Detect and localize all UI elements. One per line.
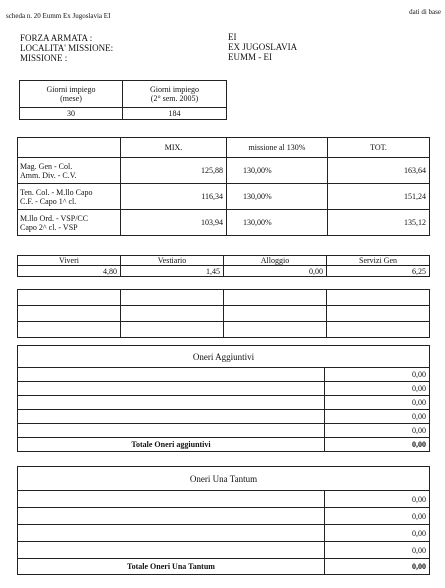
table-row: 0,00	[18, 368, 430, 382]
rates-header-missione: missione al 130%	[227, 138, 328, 158]
pct-value: 130,00%	[227, 184, 328, 210]
rates-header-mix: MIX.	[121, 138, 227, 158]
oneri-una-tantum-title: Oneri Una Tantum	[18, 467, 430, 491]
info-value-forza-armata: EI	[228, 32, 237, 42]
info-values	[228, 32, 297, 62]
services-header-alloggio: Alloggio	[224, 256, 327, 266]
tot-value: 135,12	[328, 210, 430, 236]
info-value-missione: EUMM - EI	[228, 52, 272, 62]
services-header-viveri: Viveri	[18, 256, 121, 266]
services-value-viveri: 4,80	[18, 266, 121, 277]
rank-label: Mag. Gen - Col. Amm. Div. - C.V.	[18, 158, 121, 184]
table-row	[18, 184, 430, 210]
mix-value: 103,94	[121, 210, 227, 236]
services-header-vestiario: Vestiario	[121, 256, 224, 266]
services-table	[17, 255, 430, 277]
mix-value: 116,34	[121, 184, 227, 210]
services-value-alloggio: 0,00	[224, 266, 327, 277]
tot-value: 163,64	[328, 158, 430, 184]
table-row: 0,00	[18, 424, 430, 438]
services-value-servizi: 6,25	[327, 266, 430, 277]
table-row: 0,00	[18, 508, 430, 525]
table-row	[18, 210, 430, 236]
giorni-value-semestre: 184	[123, 108, 227, 120]
info-label-forza-armata: FORZA ARMATA :	[20, 33, 93, 43]
oneri-una-tantum-table	[17, 466, 430, 575]
rates-table	[17, 137, 430, 236]
table-row: 0,00	[18, 525, 430, 542]
rates-header-tot: TOT.	[328, 138, 430, 158]
rank-label: M.llo Ord. - VSP/CC Capo 2^ cl. - VSP	[18, 210, 121, 236]
rates-header-empty	[18, 138, 121, 158]
page-header-right: dati di base	[409, 8, 441, 16]
oneri-una-tantum-total-value: 0,00	[325, 559, 430, 575]
info-label-missione: MISSIONE :	[20, 53, 68, 63]
mix-value: 125,88	[121, 158, 227, 184]
oneri-aggiuntivi-table	[17, 345, 430, 452]
giorni-header-mese: Giorni impiego (mese)	[20, 81, 123, 108]
page-header-left: scheda n. 20 Eumm Ex Jugoslavia EI	[6, 12, 111, 20]
services-header-servizi: Servizi Gen	[327, 256, 430, 266]
giorni-impiego-table	[19, 80, 227, 120]
oneri-aggiuntivi-total-label: Totale Oneri aggiuntivi	[18, 438, 325, 452]
oneri-aggiuntivi-title: Oneri Aggiuntivi	[18, 346, 430, 368]
info-label-localita: LOCALITA' MISSIONE:	[20, 43, 114, 53]
empty-grid-table	[17, 289, 430, 338]
rank-label: Ten. Col. - M.llo Capo C.F. - Capo 1^ cl.	[18, 184, 121, 210]
giorni-header-semestre: Giorni impiego (2° sem. 2005)	[123, 81, 227, 108]
table-row: 0,00	[18, 410, 430, 424]
table-row: 0,00	[18, 396, 430, 410]
giorni-value-mese: 30	[20, 108, 123, 120]
table-row: 0,00	[18, 542, 430, 559]
oneri-aggiuntivi-total-value: 0,00	[325, 438, 430, 452]
pct-value: 130,00%	[227, 158, 328, 184]
info-value-localita: EX JUGOSLAVIA	[228, 42, 298, 52]
tot-value: 151,24	[328, 184, 430, 210]
table-row: 0,00	[18, 491, 430, 508]
info-labels	[20, 33, 113, 63]
oneri-una-tantum-total-label: Totale Oneri Una Tantum	[18, 559, 325, 575]
pct-value: 130,00%	[227, 210, 328, 236]
table-row: 0,00	[18, 382, 430, 396]
services-value-vestiario: 1,45	[121, 266, 224, 277]
table-row	[18, 158, 430, 184]
